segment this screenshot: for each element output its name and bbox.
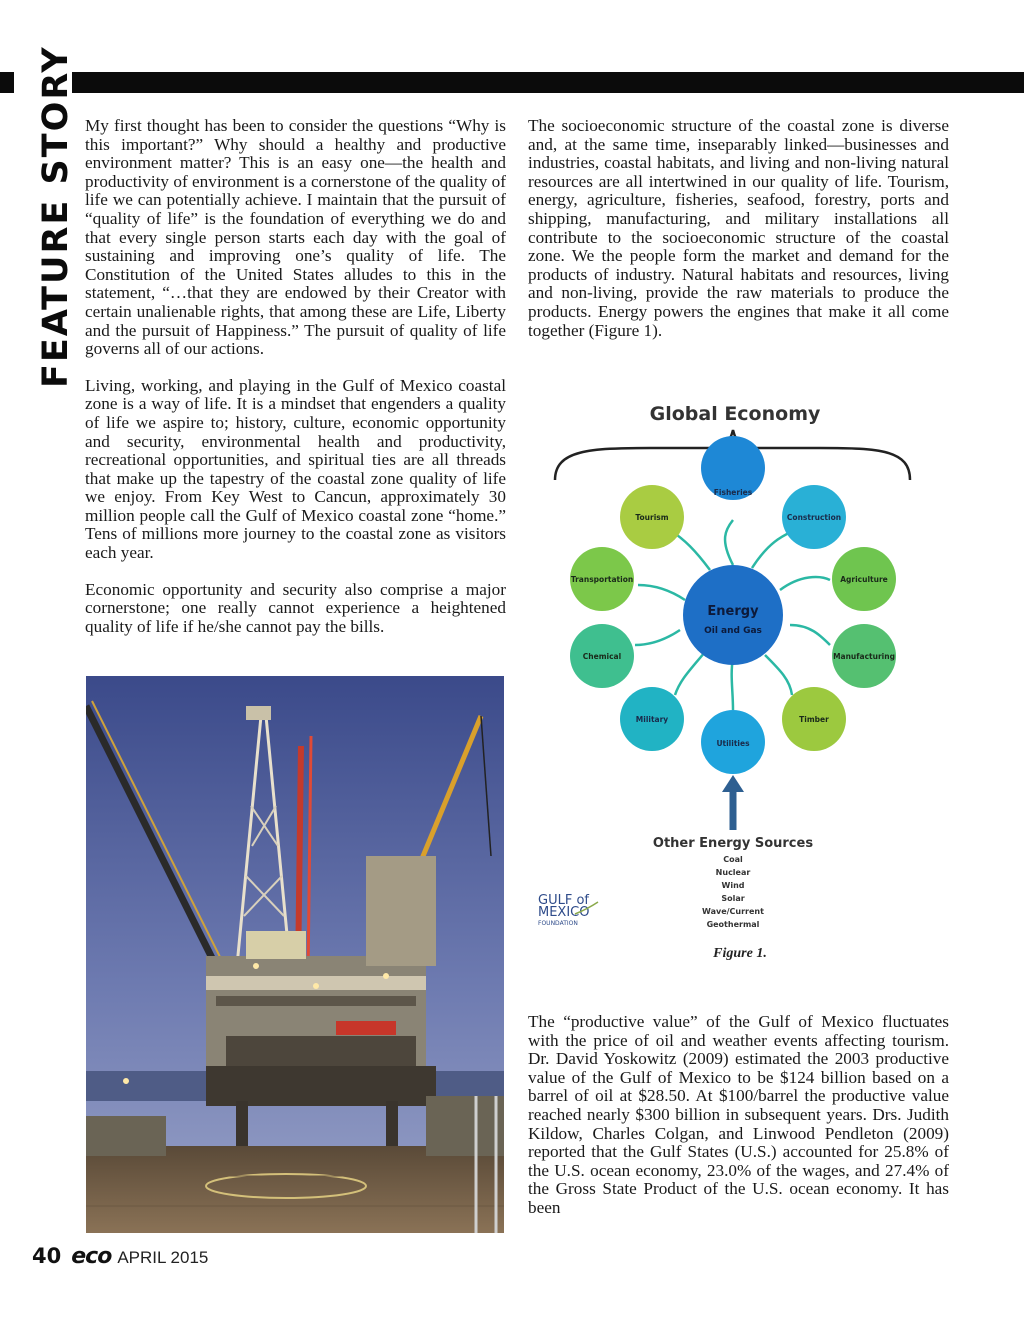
energy-source: Wave/Current	[702, 907, 764, 916]
construction-label: Construction	[786, 513, 842, 522]
up-arrow-icon	[722, 775, 744, 792]
paragraph: The socioeconomic structure of the coastal zone is diverse and, at the same time, inseparably linked—businesses and industries, coastal habitats, and living and non-living natural resources are all intertwined in our quality of life. Tourism, energy, agriculture, fisheries, seafood, forestry, ports and shipping, manufacturing, and military installations all contribute to the socioeconomic structure of the coastal zone. We the people form the market and demand for the products of industry. Natural habitats and resources, living and non-living, provide the raw materials to produce the products. Energy powers the engines that make it all come together (Figure 1).	[528, 116, 949, 340]
arrow	[638, 585, 685, 600]
agriculture-label: Agriculture	[840, 575, 888, 584]
arrow	[732, 658, 733, 710]
paragraph: Economic opportunity and security also comprise a major cornerstone; one really cannot experience a heightened quality of life if he/she cannot pay the bills.	[85, 579, 506, 636]
right-column-bottom	[528, 1013, 949, 1236]
figure-caption: Figure 1.	[713, 946, 767, 961]
paragraph: My first thought has been to consider the questions “Why is this important?” Why should a healthy and productive environment matter? This is an easy one—the health and productivity of environment is a cornerstone of the quality of life we can potentially achieve. I maintain that the pursuit of “quality of life” is the foundation of everything we do and that every single person starts each day with the goal of sustaining and improving one’s quality of life. The Constitution of the United States alludes to this in the statement, “…that they are endowed by their Creator with certain unalienable rights, that among these are Life, Liberty and the pursuit of Happiness.” The pursuit of quality of life governs all of our actions.	[85, 116, 506, 359]
left-column	[85, 117, 506, 654]
energy-label: Energy	[707, 604, 759, 619]
arrow	[675, 652, 705, 695]
energy-sublabel: Oil and Gas	[704, 626, 762, 636]
transportation-label: Transportation	[570, 575, 634, 584]
logo-line3: FOUNDATION	[538, 920, 578, 927]
arrow	[780, 577, 830, 590]
energy-source: Nuclear	[715, 868, 751, 877]
energy-source: Geothermal	[706, 920, 760, 929]
logo-line2: MEXICO	[538, 905, 590, 920]
manufacturing-label: Manufacturing	[833, 652, 895, 661]
energy-source: Wind	[721, 881, 745, 890]
oil-platform-photo	[86, 676, 504, 1233]
header-bar	[72, 72, 1024, 93]
fisheries-label: Fisheries	[713, 488, 753, 497]
figure-title: Global Economy	[649, 403, 821, 425]
magazine-name: eco	[71, 1244, 112, 1269]
logo-line1: GULF of	[538, 893, 589, 908]
arrow	[765, 655, 792, 695]
issue-date: APRIL 2015	[117, 1248, 209, 1267]
page-footer	[32, 1244, 208, 1274]
paragraph: Living, working, and playing in the Gulf of Mexico coastal zone is a way of life. It is a mindset that engenders a quality of life we aspire to; history, culture, economic opportunity and security, environmental health and productivity, recreational opportunities, and spiritual ties are all threads that make up the tapestry of the coastal zone quality of life we enjoy. From Key West to Cancun, approximately 30 million people call the Gulf of Mexico coastal zone “home.” Tens of millions more journey to the coastal zone as visitors each year.	[85, 375, 506, 563]
arrow	[725, 520, 733, 565]
timber-label: Timber	[799, 715, 829, 724]
global-economy-diagram	[530, 390, 950, 950]
energy-source: Coal	[723, 855, 743, 864]
other-energy-title: Other Energy Sources	[652, 836, 814, 851]
military-label: Military	[635, 715, 669, 724]
page-number: 40	[32, 1244, 62, 1268]
right-column-top	[528, 117, 949, 358]
utilities-label: Utilities	[716, 739, 750, 748]
global-economy-figure	[530, 390, 950, 970]
arrow	[790, 625, 830, 645]
arrow	[635, 630, 680, 645]
oil-platform-illustration	[86, 676, 504, 1233]
section-label-text: FEATURE STORY	[36, 45, 76, 388]
energy-source: Solar	[721, 894, 745, 903]
header-bar-edge	[0, 72, 14, 93]
tourism-label: Tourism	[635, 513, 669, 522]
paragraph: The “productive value” of the Gulf of Mexico fluctuates with the price of oil and weather events affecting tourism. Dr. David Yoskowitz (2009) estimated the 2003 productive value of the Gulf of Mexico to be $124 billion based on a barrel of oil at $28.50. At $100/barrel the productive value reached nearly $300 billion in subsequent years. Drs. Judith Kildow, Charles Colgan, and Linwood Pendleton (2009) reported that the Gulf States (U.S.) accounted for 25.8% of the U.S. ocean economy, 23.0% of the wages, and 27.4% of the Gross State Product of the U.S. ocean economy. It has been	[528, 1012, 949, 1217]
chemical-label: Chemical	[582, 652, 622, 661]
section-label	[36, 45, 76, 748]
